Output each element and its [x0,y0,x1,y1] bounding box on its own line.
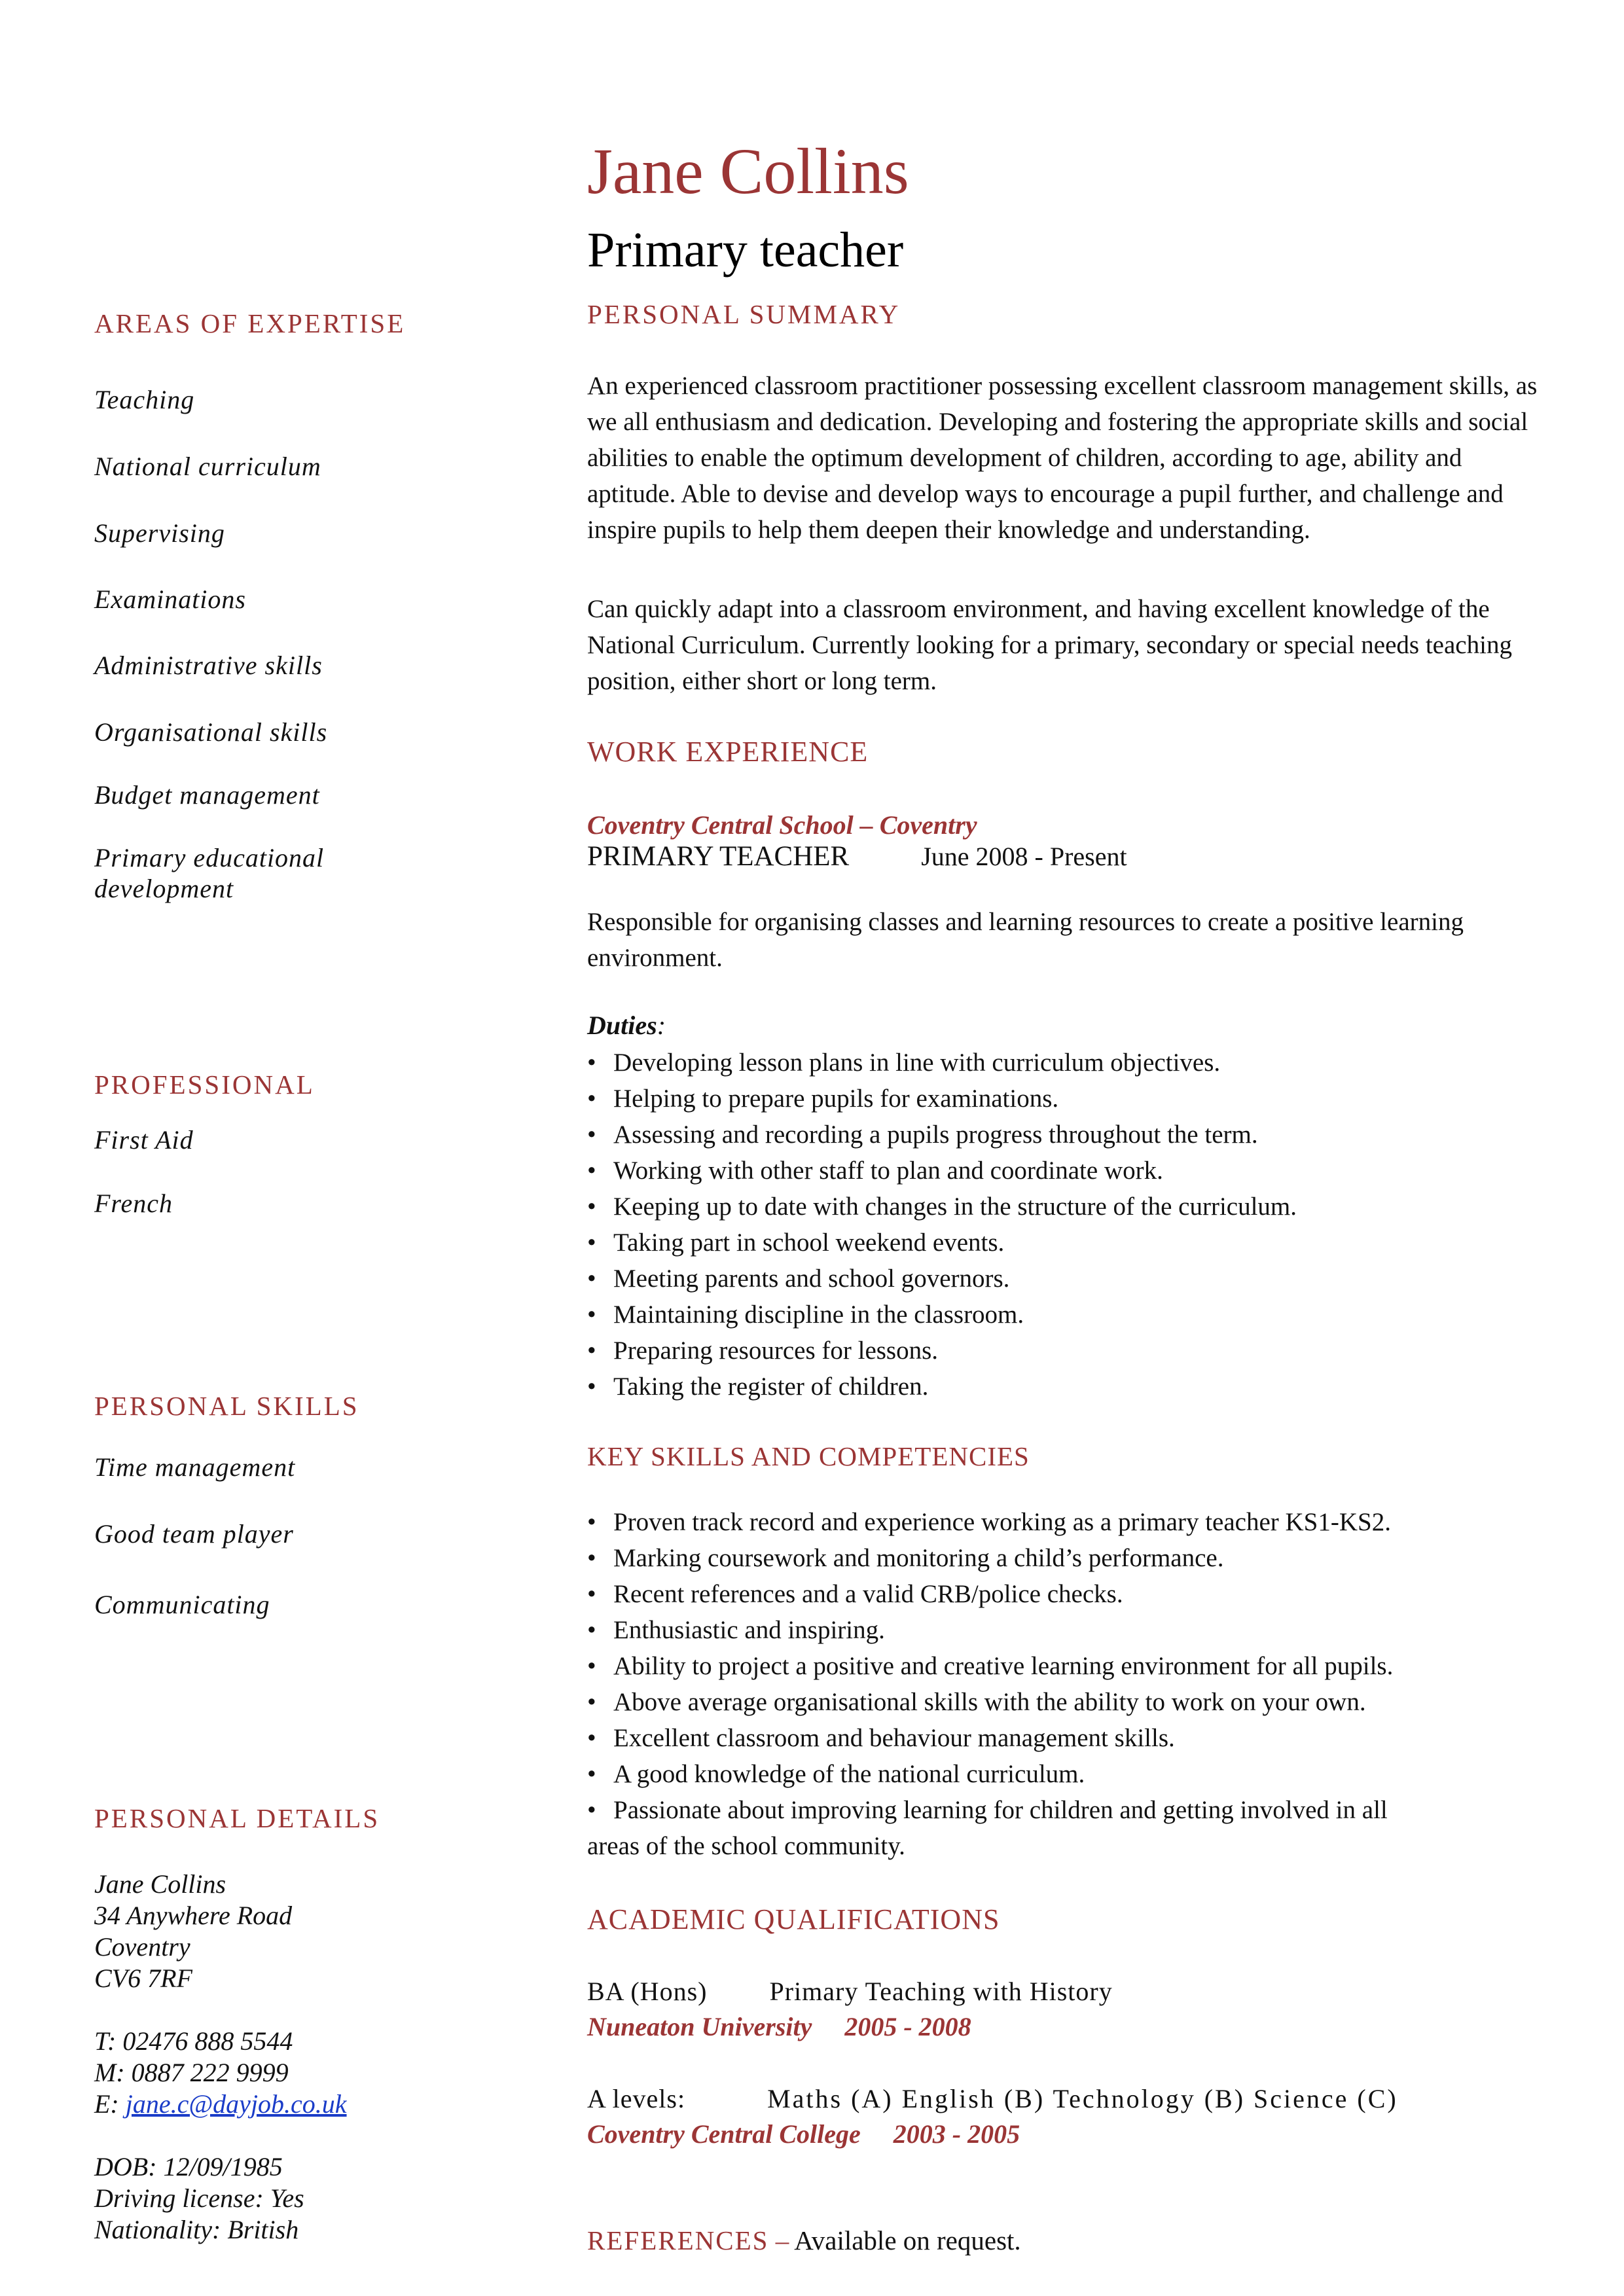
alevels-subjects: Maths (A) English (B) Technology (B) Science (C) [767,2084,1398,2113]
job-role: Primary teacher [587,223,904,278]
key-skill-item: • Recent references and a valid CRB/police checks. [587,1580,1123,1608]
key-skill-item: • Above average organisational skills with the ability to work on your own. [587,1688,1366,1716]
degree-institution-row [587,2014,971,2040]
detail-email-label: E: [94,2089,126,2119]
personal-skill-item: Time management [94,1452,296,1482]
work-experience-heading: WORK EXPERIENCE [587,736,869,768]
job-description: Responsible for organising classes and learning resources to create a positive learning environment. [587,908,1464,972]
personal-skill-item: Good team player [94,1519,294,1549]
duties-label: Duties: [587,1011,666,1040]
personal-skills-heading: PERSONAL SKILLS [94,1391,359,1421]
expertise-item: Organisational skills [94,717,328,747]
detail-address-line: 34 Anywhere Road [94,1901,293,1930]
key-skills-heading: KEY SKILLS AND COMPETENCIES [587,1441,1030,1471]
duty-item: • Developing lesson plans in line with curriculum objectives. [587,1049,1221,1077]
duty-item: • Assessing and recording a pupils progress throughout the term. [587,1121,1258,1149]
expertise-item: Primary educational development [94,843,325,903]
professional-item: French [94,1189,173,1218]
duty-item: • Working with other staff to plan and coordinate work. [587,1157,1163,1185]
detail-dob: DOB: 12/09/1985 [94,2152,283,2181]
references-row: REFERENCES – Available on request. [587,2225,1021,2255]
detail-telephone: T: 02476 888 5544 [94,2026,293,2056]
expertise-item: Teaching [94,385,195,414]
detail-nationality: Nationality: British [94,2215,299,2244]
duties-list [587,1045,1543,1405]
summary-heading: PERSONAL SUMMARY [587,299,901,329]
personal-details-block [94,1869,461,2246]
duty-item: • Helping to prepare pupils for examinations. [587,1085,1059,1113]
job-dates: June 2008 - Present [921,842,1127,871]
degree-row [587,1979,1113,2005]
key-skill-item-last: • Passionate about improving learning for children and getting involved in all areas of the school community. [587,1796,1388,1860]
key-skill-item: • Marking coursework and monitoring a child’s performance. [587,1544,1224,1572]
degree-label: BA (Hons) [587,1977,708,2006]
degree-subject: Primary Teaching with History [769,1977,1113,2006]
job-title: PRIMARY TEACHER [587,841,850,872]
duty-item: • Keeping up to date with changes in the structure of the curriculum. [587,1193,1297,1221]
references-heading: REFERENCES [587,2225,769,2255]
alevels-years: 2003 - 2005 [893,2119,1020,2149]
personal-details-heading: PERSONAL DETAILS [94,1803,380,1833]
professional-heading: PROFESSIONAL [94,1069,315,1100]
key-skill-item: • Ability to project a positive and creative learning environment for all pupils. [587,1652,1394,1680]
key-skills-list [587,1504,1556,1792]
duty-item: • Taking the register of children. [587,1372,929,1401]
detail-driving-license: Driving license: Yes [94,2183,304,2213]
degree-years: 2005 - 2008 [844,2012,971,2041]
detail-mobile: M: 0887 222 9999 [94,2058,289,2087]
duty-item: • Meeting parents and school governors. [587,1265,1010,1293]
alevels-row [587,2086,1398,2112]
candidate-name: Jane Collins [587,135,909,207]
detail-name: Jane Collins [94,1869,226,1899]
expertise-item: Examinations [94,584,246,614]
alevels-institution-row [587,2121,1020,2147]
expertise-heading: AREAS OF EXPERTISE [94,308,406,338]
key-skill-item: • A good knowledge of the national curriculum. [587,1760,1085,1788]
summary-paragraph: Can quickly adapt into a classroom environment, and having excellent knowledge of the National Curriculum. Currently looking for a primary, secondary or special needs teaching position, either short or long term. [587,595,1512,695]
expertise-item: Budget management [94,780,320,810]
degree-institution: Nuneaton University [587,2012,812,2041]
detail-email-row [94,2089,461,2120]
expertise-item: National curriculum [94,452,321,481]
email-link[interactable]: jane.c@dayjob.co.uk [125,2089,347,2119]
professional-item: First Aid [94,1125,194,1155]
job-title-row [587,842,1127,870]
personal-skill-item: Communicating [94,1590,270,1619]
alevels-institution: Coventry Central College [587,2119,861,2149]
key-skill-item: • Excellent classroom and behaviour management skills. [587,1724,1175,1752]
duty-item: • Taking part in school weekend events. [587,1229,1005,1257]
expertise-item: Administrative skills [94,651,323,680]
references-text: Available on request. [794,2225,1021,2255]
employer: Coventry Central School – Coventry [587,810,977,840]
detail-postcode: CV6 7RF [94,1964,192,1993]
detail-address-line: Coventry [94,1932,190,1962]
alevels-label: A levels: [587,2084,686,2113]
duty-item: • Maintaining discipline in the classroom. [587,1300,1024,1329]
qualifications-heading: ACADEMIC QUALIFICATIONS [587,1903,1000,1935]
expertise-item: Supervising [94,518,225,548]
key-skill-item: • Enthusiastic and inspiring. [587,1616,885,1644]
summary-paragraph: An experienced classroom practitioner possessing excellent classroom management skills, as we all enthusiasm and dedication. Developing and fostering the appropriate skills and social abilities to enable the optimum development of children, according to age, ability and aptitude. Able to devise and develop ways to encourage a pupil further, and challenge and inspire pupils to help them deepen their knowledge and understanding. [587,372,1538,544]
key-skill-item: • Proven track record and experience working as a primary teacher KS1-KS2. [587,1508,1391,1536]
duty-item: • Preparing resources for lessons. [587,1336,939,1365]
